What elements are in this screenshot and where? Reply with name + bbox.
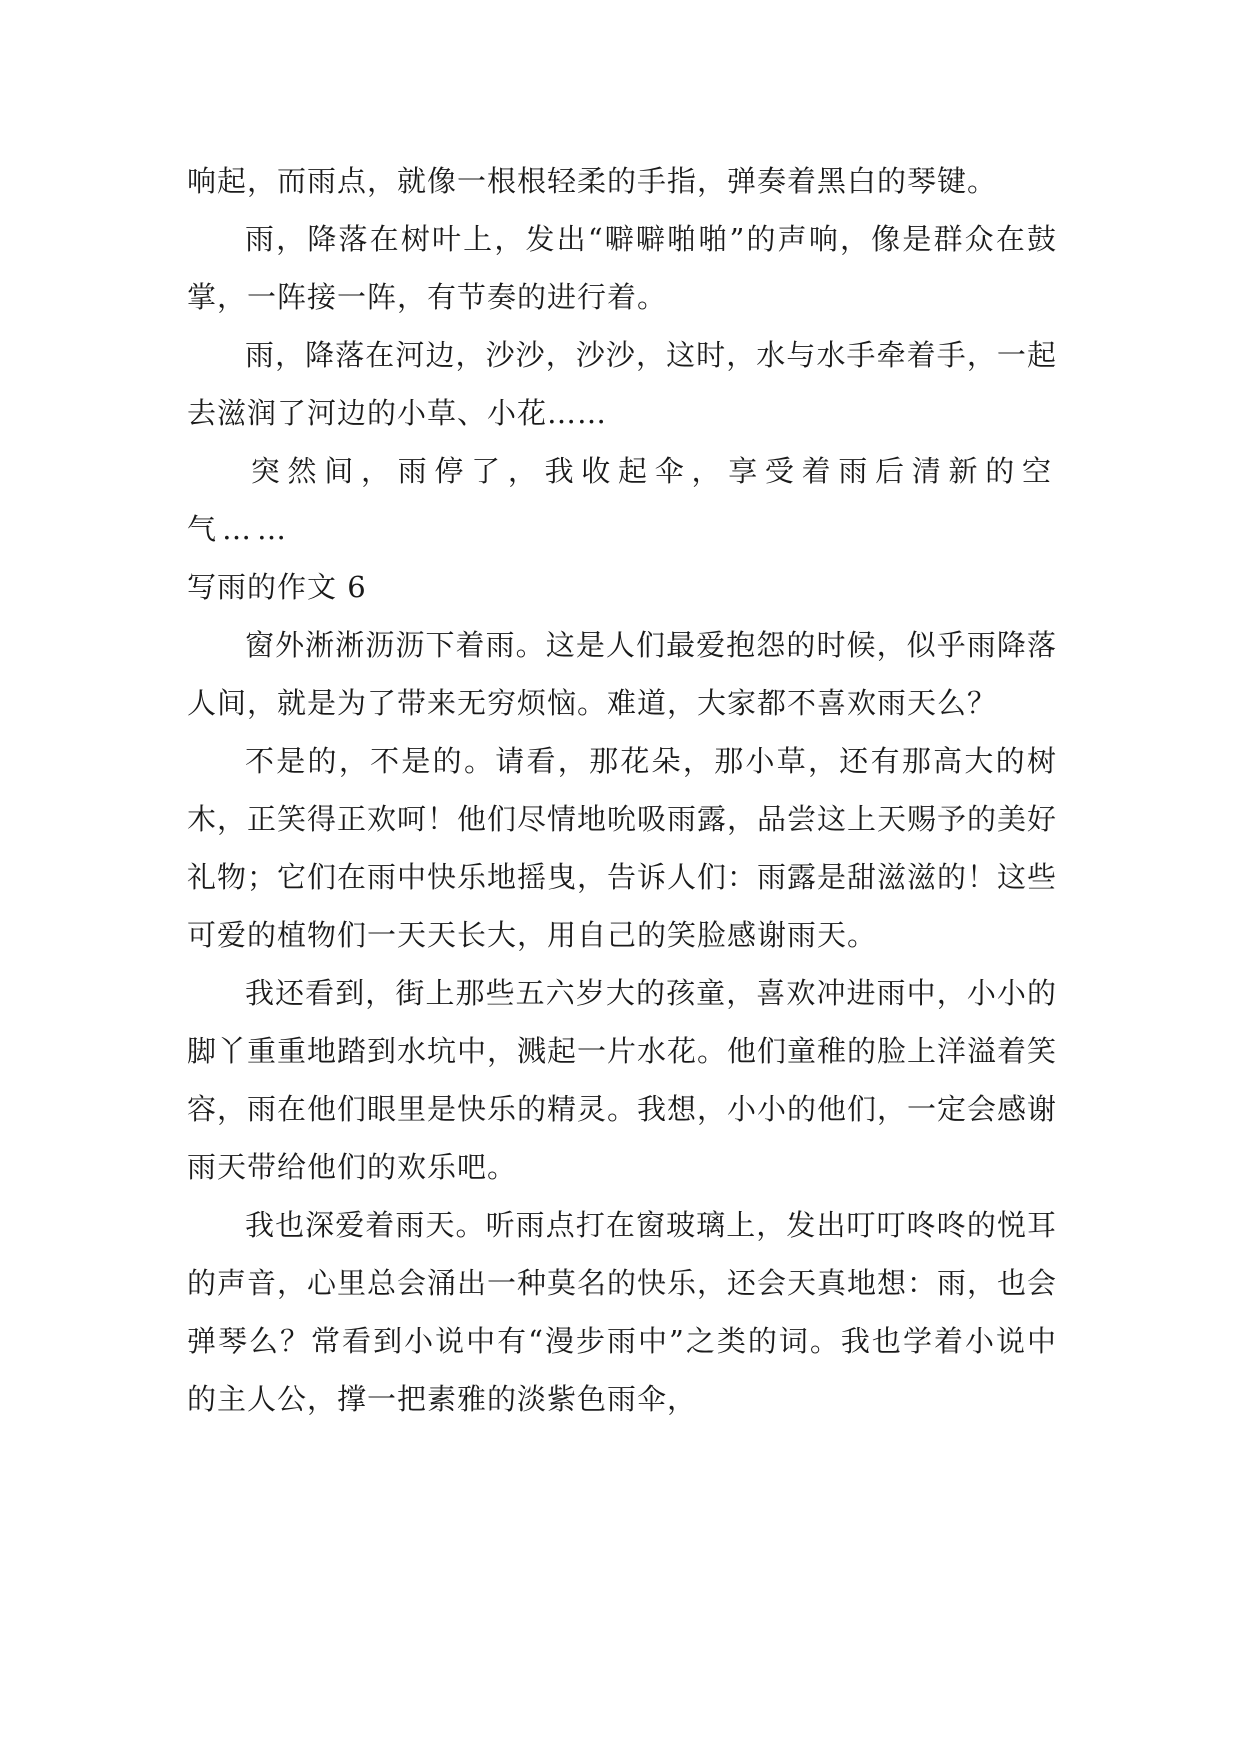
paragraph: 雨，降落在树叶上，发出“噼噼啪啪”的声响，像是群众在鼓掌，一阵接一阵，有节奏的进行着。 — [187, 222, 1057, 314]
paragraph: 突然间，雨停了，我收起伞，享受着雨后清新的空气…… — [187, 454, 1057, 546]
paragraph: 雨，降落在河边，沙沙，沙沙，这时，水与水手牵着手，一起去滋润了河边的小草、小花…… — [187, 338, 1057, 430]
section-heading: 写雨的作文 6 — [187, 570, 367, 604]
paragraph: 不是的，不是的。请看，那花朵，那小草，还有那高大的树木，正笑得正欢呵！他们尽情地吮吸雨露，品尝这上天赐予的美好礼物；它们在雨中快乐地摇曳，告诉人们：雨露是甜滋滋的！这些可爱的植物们一天天长大，用自己的笑脸感谢雨天。 — [187, 744, 1058, 952]
paragraph: 我还看到，街上那些五六岁大的孩童，喜欢冲进雨中，小小的脚丫重重地踏到水坑中，溅起一片水花。他们童稚的脸上洋溢着笑容，雨在他们眼里是快乐的精灵。我想，小小的他们，一定会感谢雨天带给他们的欢乐吧。 — [187, 976, 1058, 1184]
paragraph: 我也深爱着雨天。听雨点打在窗玻璃上，发出叮叮咚咚的悦耳的声音，心里总会涌出一种莫名的快乐，还会天真地想：雨，也会弹琴么？常看到小说中有“漫步雨中”之类的词。我也学着小说中的主人公，撑一把素雅的淡紫色雨伞， — [187, 1208, 1058, 1416]
document-body — [187, 152, 1057, 1428]
paragraph: 响起，而雨点，就像一根根轻柔的手指，弹奏着黑白的琴键。 — [187, 164, 998, 198]
paragraph: 窗外淅淅沥沥下着雨。这是人们最爱抱怨的时候，似乎雨降落人间，就是为了带来无穷烦恼。难道，大家都不喜欢雨天么？ — [187, 628, 1057, 720]
